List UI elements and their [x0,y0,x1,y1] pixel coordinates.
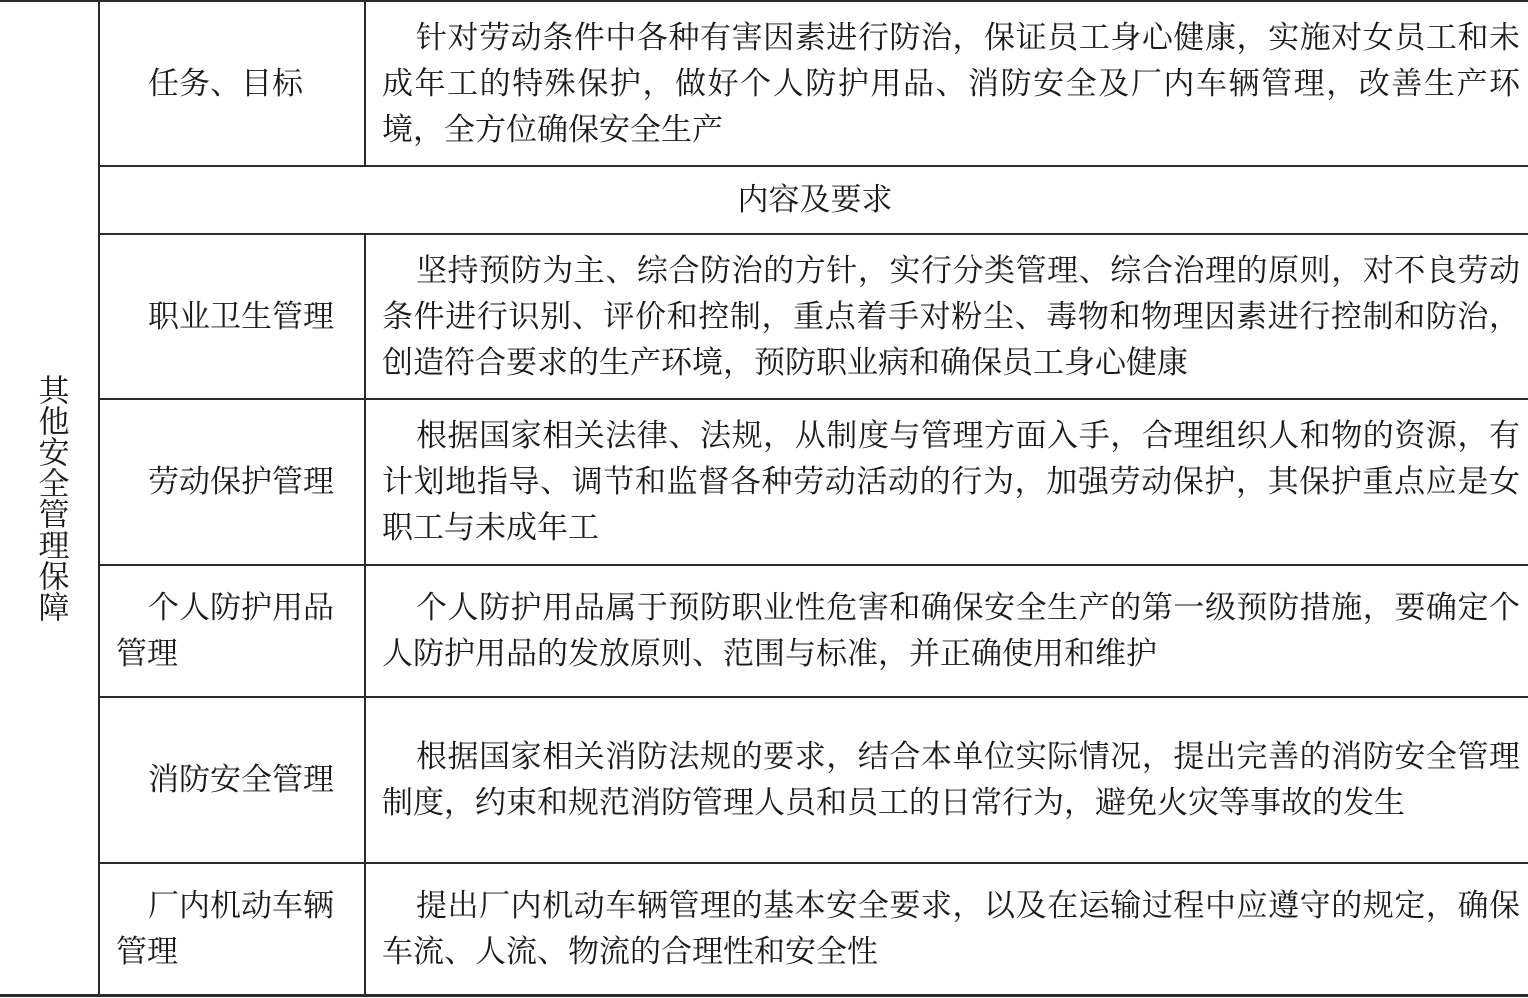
row-label-cell [102,698,364,862]
row-label-text: 个人防护用品管理 [116,590,334,672]
row-desc-text: 针对劳动条件中各种有害因素进行防治，保证员工身心健康，实施对女员工和未成年工的特殊保护，做好个人防护用品、消防安全及厂内车辆管理，改善生产环境，全方位确保安全生产 [382,19,1520,148]
section-header-cell [102,167,1528,233]
section-header-text: 内容及要求 [737,182,893,218]
row-desc-text: 提出厂内机动车辆管理的基本安全要求，以及在运输过程中应遵守的规定，确保车流、人流、物流的合理性和安全性 [382,888,1520,970]
row-label-text: 职业卫生管理 [148,298,334,335]
row-desc-cell [366,235,1528,398]
row-desc-cell [366,566,1528,696]
row-desc-cell [366,698,1528,862]
row-desc-text: 个人防护用品属于预防职业性危害和确保安全生产的第一级预防措施，要确定个人防护用品的发放原则、范围与标准，并正确使用和维护 [382,590,1520,672]
row-label-cell [102,235,364,398]
table-bottom-border [0,994,1528,997]
row-desc-cell [366,400,1528,564]
row-label-text: 消防安全管理 [148,762,334,798]
row-label-text: 任务、目标 [148,65,303,102]
row-label-cell [102,2,364,165]
row-label-text: 劳动保护管理 [148,464,334,500]
row-desc-cell [366,864,1528,994]
side-category-label [0,0,100,996]
row-label-text: 厂内机动车辆管理 [116,888,334,970]
row-desc-text: 根据国家相关消防法规的要求，结合本单位实际情况，提出完善的消防安全管理制度，约束和规范消防管理人员和员工的日常行为，避免火灾等事故的发生 [382,739,1520,821]
row-label-cell [102,864,364,994]
side-category-text: 其他安全管理保障 [32,374,69,622]
row-desc-text: 根据国家相关法律、法规，从制度与管理方面入手，合理组织人和物的资源，有计划地指导、调节和监督各种劳动活动的行为，加强劳动保护，其保护重点应是女职工与未成年工 [382,418,1520,546]
row-desc-text: 坚持预防为主、综合防治的方针，实行分类管理、综合治理的原则，对不良劳动条件进行识别、评价和控制，重点着手对粉尘、毒物和物理因素进行控制和防治，创造符合要求的生产环境，预防职业病和确保员工身心健康 [382,252,1520,381]
row-label-cell [102,400,364,564]
row-label-cell [102,566,364,696]
row-desc-cell [366,2,1528,165]
